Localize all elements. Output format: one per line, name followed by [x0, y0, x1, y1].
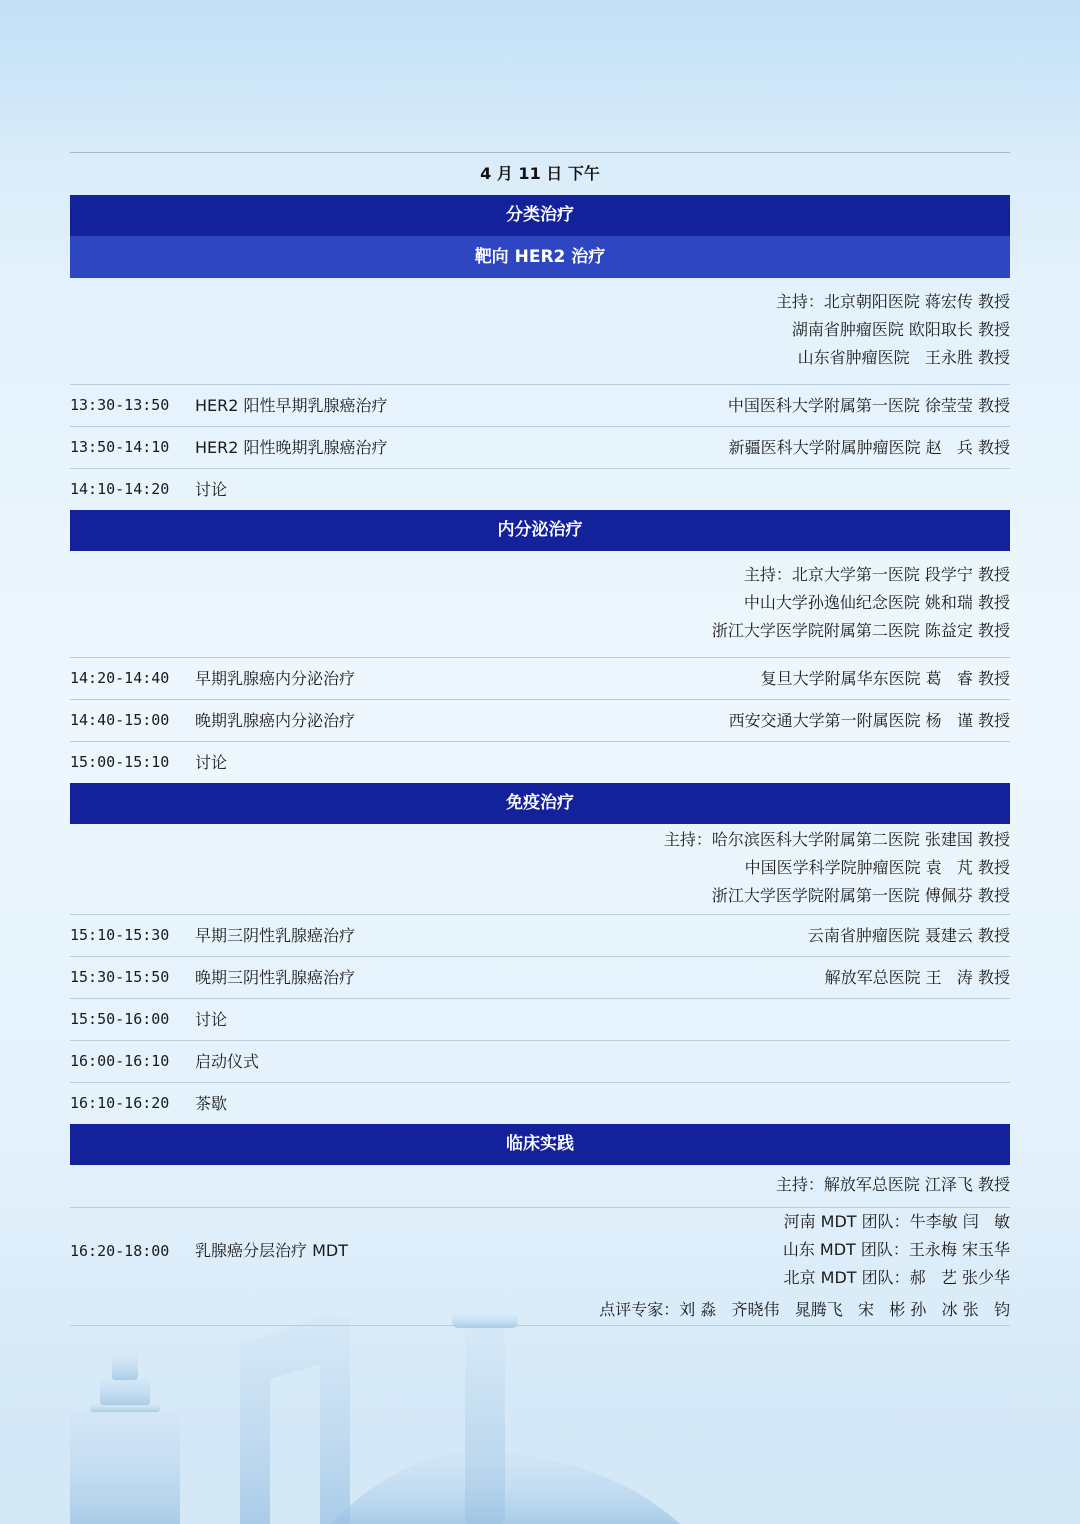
- session-time: 13:30-13:50: [70, 396, 170, 414]
- session-topic: 晚期三阴性乳腺癌治疗: [195, 968, 356, 987]
- agenda-row: [70, 658, 1010, 700]
- agenda-row: [70, 742, 1010, 783]
- section-header-immunotherapy: 免疫治疗: [70, 783, 1010, 824]
- agenda-row: [70, 700, 1010, 742]
- session-time: 15:00-15:10: [70, 753, 170, 771]
- session-speaker: 云南省肿瘤医院 聂建云 教授: [807, 926, 1010, 945]
- host-line: 浙江大学医学院附属第二医院 陈益定 教授: [711, 621, 1010, 640]
- agenda-table: [70, 152, 1010, 1326]
- mdt-session: [70, 1208, 1010, 1326]
- background-glow: [0, 0, 1080, 150]
- session-speaker: 解放军总医院 王 涛 教授: [824, 968, 1010, 987]
- agenda-row: [70, 469, 1010, 510]
- host-block-her2: [70, 278, 1010, 385]
- session-speaker: 中国医科大学附属第一医院 徐莹莹 教授: [727, 396, 1010, 415]
- session-topic: HER2 阳性早期乳腺癌治疗: [195, 396, 388, 415]
- section-header-clinical-practice: 临床实践: [70, 1124, 1010, 1165]
- host-line: 主持：北京朝阳医院 蒋宏传 教授: [775, 292, 1010, 311]
- host-line: 中山大学孙逸仙纪念医院 姚和瑞 教授: [743, 593, 1010, 612]
- session-time: 16:20-18:00: [70, 1242, 170, 1260]
- mdt-team: 山东 MDT 团队：王永梅 宋玉华: [782, 1240, 1010, 1259]
- mdt-team: 北京 MDT 团队：郝 艺 张少华: [783, 1268, 1010, 1287]
- session-topic: 乳腺癌分层治疗 MDT: [195, 1241, 348, 1260]
- session-time: 14:10-14:20: [70, 480, 170, 498]
- session-topic: 早期三阴性乳腺癌治疗: [195, 926, 356, 945]
- session-topic: 启动仪式: [195, 1052, 260, 1071]
- host-block-immunotherapy: [70, 824, 1010, 915]
- host-line: 山东省肿瘤医院 王永胜 教授: [797, 348, 1010, 367]
- mdt-team: 河南 MDT 团队：牛李敏 闫 敏: [783, 1212, 1010, 1231]
- session-topic: HER2 阳性晚期乳腺癌治疗: [195, 438, 388, 457]
- date-header: 4 月 11 日 下午: [480, 164, 600, 183]
- session-time: 14:40-15:00: [70, 711, 170, 729]
- session-time: 13:50-14:10: [70, 438, 170, 456]
- host-line: 主持：哈尔滨医科大学附属第二医院 张建国 教授: [663, 830, 1010, 849]
- host-line: 中国医学科学院肿瘤医院 袁 芃 教授: [744, 858, 1010, 877]
- host-block-clinical: [70, 1165, 1010, 1208]
- host-block-endocrine: [70, 551, 1010, 658]
- session-speaker: 复旦大学附属华东医院 葛 睿 教授: [760, 669, 1010, 688]
- session-time: 15:10-15:30: [70, 926, 170, 944]
- host-line: 浙江大学医学院附属第一医院 傅佩芬 教授: [711, 886, 1010, 905]
- session-time: 14:20-14:40: [70, 669, 170, 687]
- session-topic: 讨论: [195, 1010, 228, 1029]
- agenda-row: [70, 1083, 1010, 1124]
- agenda-row: [70, 999, 1010, 1041]
- session-time: 15:30-15:50: [70, 968, 170, 986]
- section-header-endocrine-treatment: 内分泌治疗: [70, 510, 1010, 551]
- section-header-classification-treatment: 分类治疗: [70, 195, 1010, 236]
- host-line: 主持：北京大学第一医院 段学宁 教授: [743, 565, 1010, 584]
- review-experts: 点评专家：刘 淼 齐晓伟 晁腾飞 宋 彬 孙 冰 张 钧: [599, 1300, 1010, 1319]
- session-time: 16:00-16:10: [70, 1052, 170, 1070]
- agenda-row: [70, 427, 1010, 469]
- agenda-row: [70, 385, 1010, 427]
- session-topic: 晚期乳腺癌内分泌治疗: [195, 711, 356, 730]
- agenda-row: [70, 957, 1010, 999]
- mdt-teams: [783, 1208, 1010, 1292]
- session-topic: 早期乳腺癌内分泌治疗: [195, 669, 356, 688]
- session-speaker: 新疆医科大学附属肿瘤医院 赵 兵 教授: [728, 438, 1010, 457]
- session-topic: 讨论: [195, 480, 228, 499]
- agenda-row: [70, 915, 1010, 957]
- session-time: 15:50-16:00: [70, 1010, 170, 1028]
- session-time: 16:10-16:20: [70, 1094, 170, 1112]
- session-topic: 茶歇: [195, 1094, 228, 1113]
- host-line: 湖南省肿瘤医院 欧阳取长 教授: [791, 320, 1010, 339]
- session-speaker: 西安交通大学第一附属医院 杨 谨 教授: [728, 711, 1010, 730]
- agenda-row: [70, 1041, 1010, 1083]
- session-topic: 讨论: [195, 753, 228, 772]
- subsection-header-her2-targeted: 靶向 HER2 治疗: [70, 236, 1010, 278]
- host-line: 主持：解放军总医院 江泽飞 教授: [775, 1175, 1010, 1194]
